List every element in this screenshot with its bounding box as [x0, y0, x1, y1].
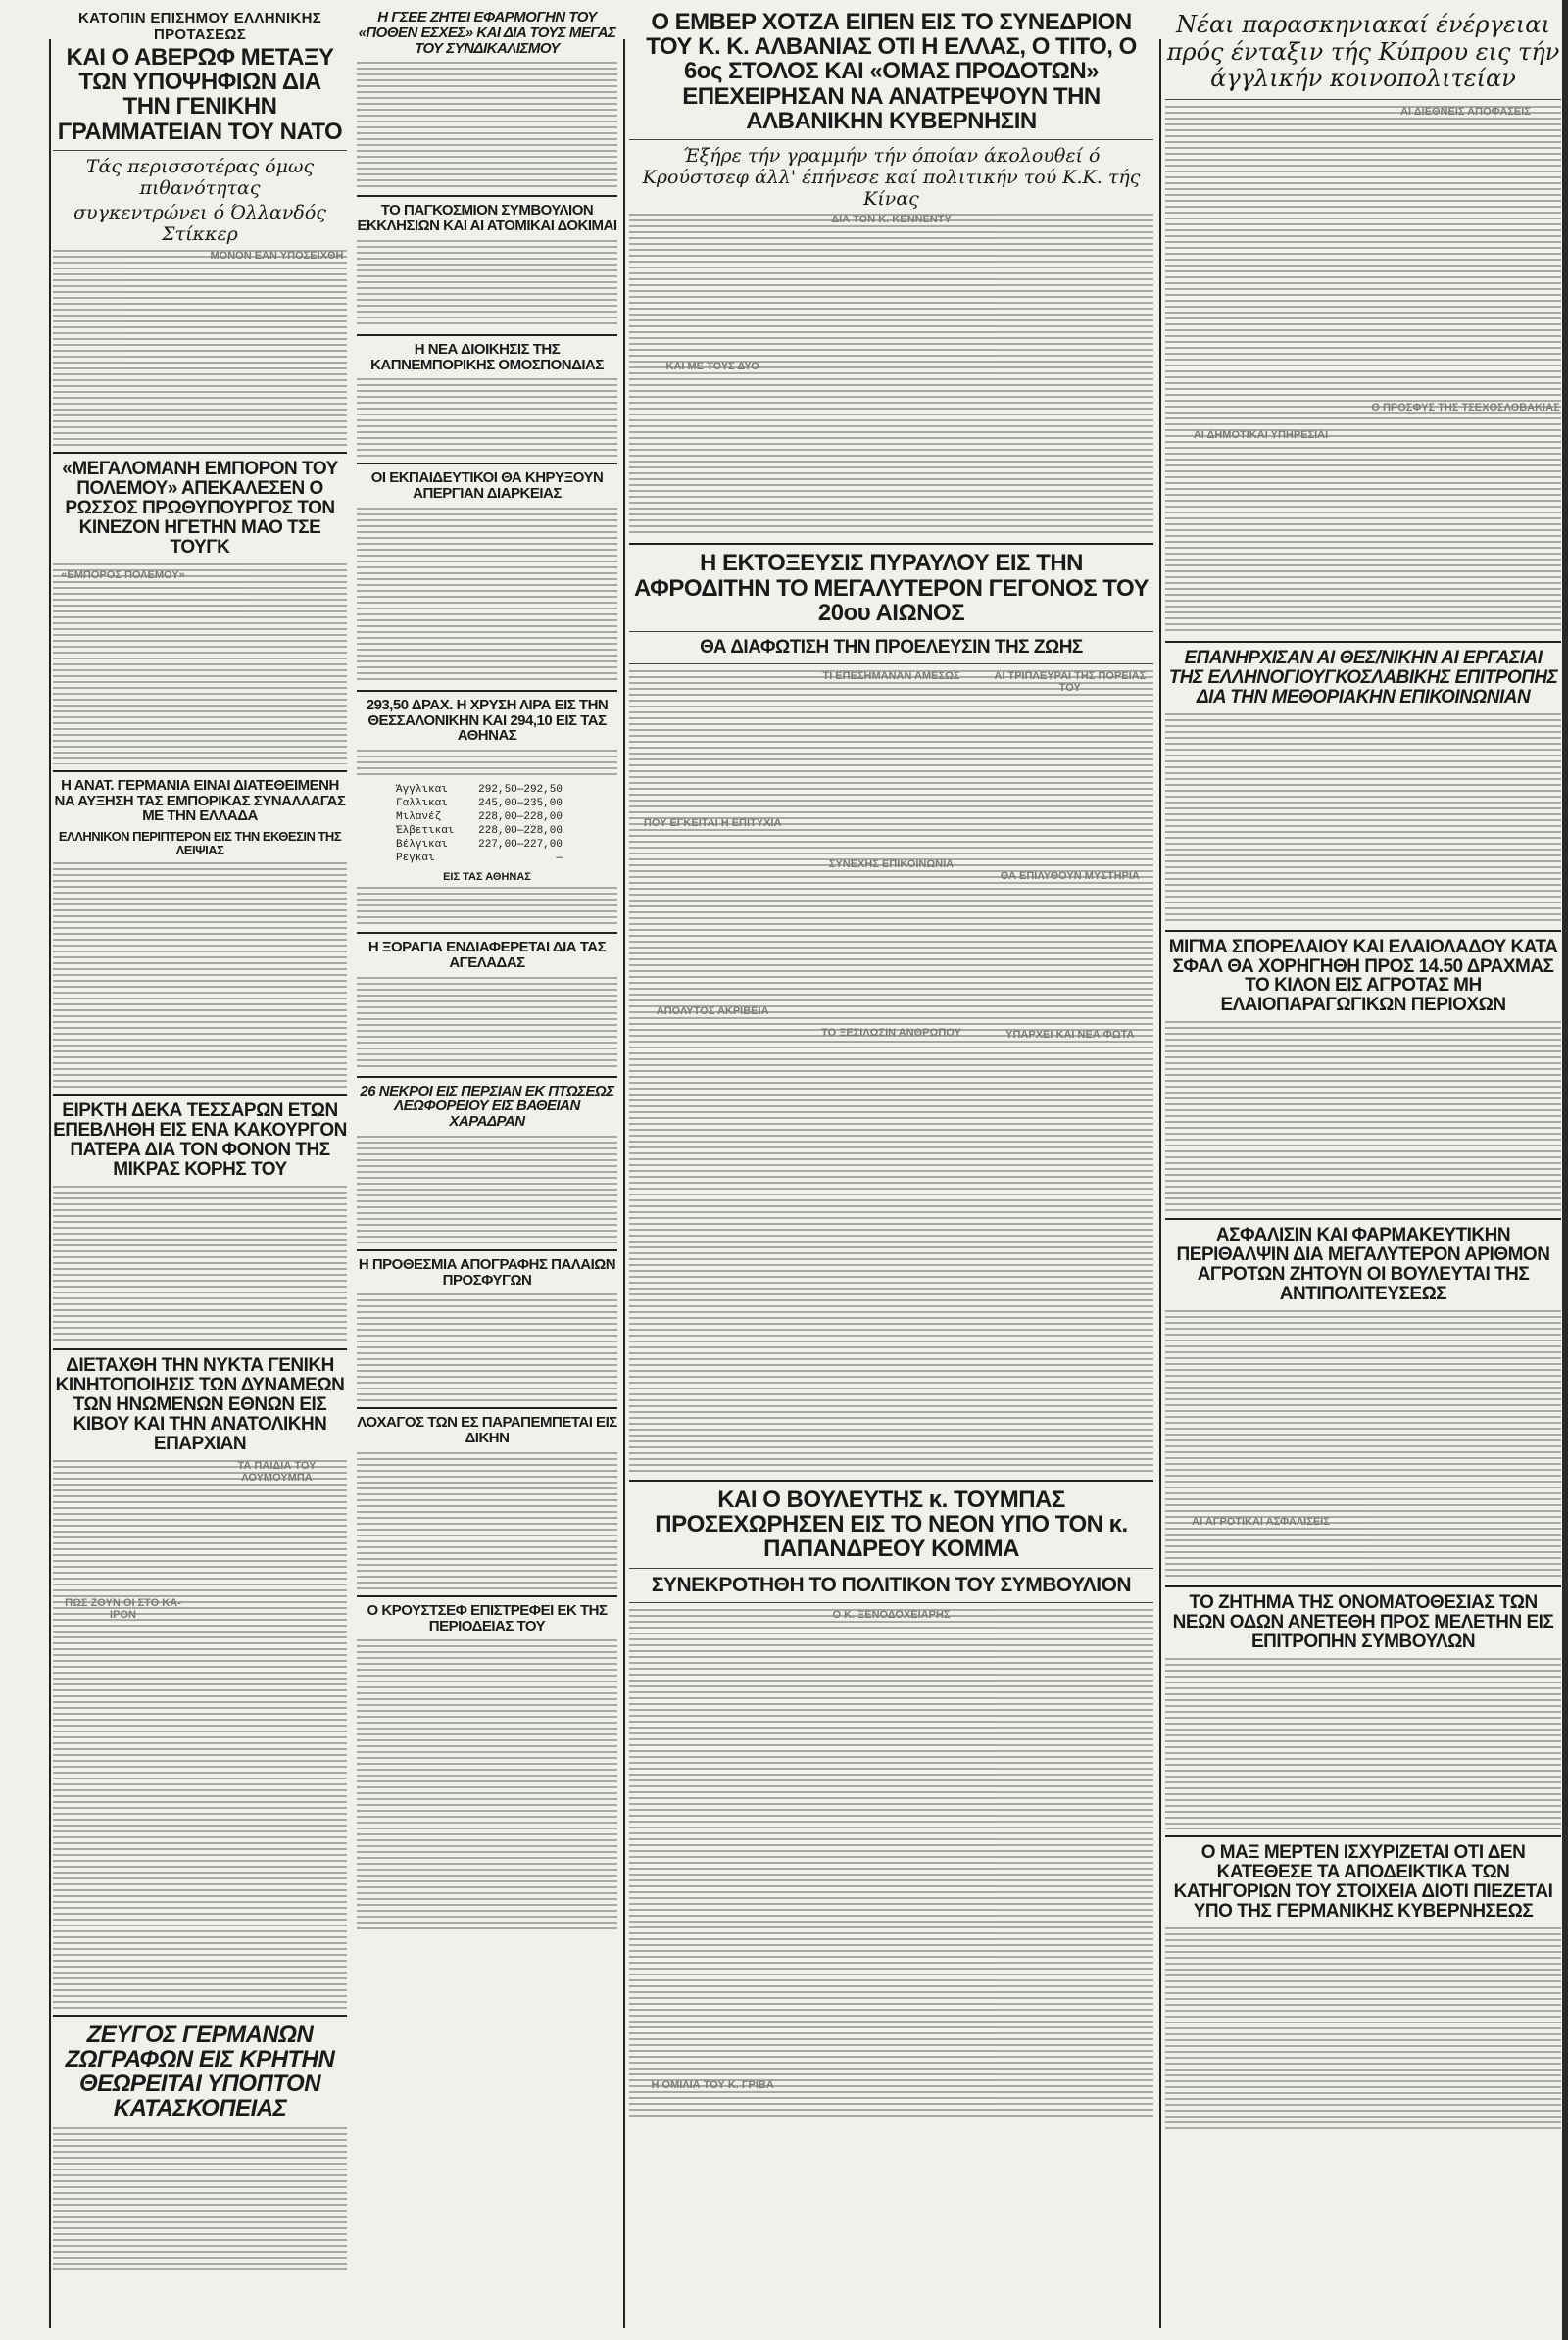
toumbas-headline: ΚΑΙ Ο ΒΟΥΛΕΥΤΗΣ κ. ΤΟΥΜΠΑΣ ΠΡΟΣΕΧΩΡΗΣΕΝ ΕΙΣ ΤΟ ΝΕΟΝ ΥΠΟ ΤΟΝ κ. ΠΑΠΑΝΔΡΕΟΥ ΚΟΜΜΑ [655, 1486, 1128, 1563]
teachers-strike-body [357, 508, 617, 684]
cows-headline: Η ΞΟΡΑΓΙΑ ΕΝΔΙΑΦΕΡΕΤΑΙ ΔΙΑ ΤΑΣ ΑΓΕΛΑΔΑΣ [368, 939, 607, 971]
venus-rocket-headline: Η ΕΚΤΟΞΕΥΣΙΣ ΠΥΡΑΥΛΟΥ ΕΙΣ ΤΗΝ ΑΦΡΟΔΙΤΗΝ ΤΟ ΜΕΓΑΛΥΤΕΡΟΝ ΓΕΓΟΝΟΣ ΤΟΥ 20ου ΑΙΩΝΟΣ [633, 550, 1150, 626]
seed-oil-body [1165, 1021, 1561, 1212]
cyprus-section-1: ΑΙ ΔΗΜΟΤΙΚΑΙ ΥΠΗΡΕΣΙΑΙ [1193, 428, 1329, 441]
teachers-strike-headline: ΟΙ ΕΚΠΑΙΔΕΥΤΙΚΟΙ ΘΑ ΚΗΡΥΞΟΥΝ ΑΠΕΡΓΙΑΝ ΔΙΑΡΚΕΙΑΣ [370, 469, 604, 502]
divider [357, 334, 617, 336]
column-4 [1165, 8, 1561, 2330]
divider [357, 1076, 617, 1078]
price-row: Έλβετικαι 228,00—228,00 [396, 825, 563, 837]
divider [1165, 641, 1561, 643]
khrushchev-returns-headline: Ο ΚΡΟΥΣΤΣΕΦ ΕΠΙΣΤΡΕΦΕΙ ΕΚ ΤΗΣ ΠΕΡΙΟΔΕΙΑΣ ΤΟΥ [367, 1601, 608, 1634]
divider [629, 663, 1153, 664]
un-mobilization-body [53, 1460, 347, 2009]
church-council-body [357, 240, 617, 328]
divider [629, 543, 1153, 545]
column-rule [623, 39, 625, 2328]
scan-edge [1562, 0, 1568, 2340]
enver-hoxha-headline: Ο ΕΜΒΕΡ ΧΟΤΖΑ ΕΙΠΕΝ ΕΙΣ ΤΟ ΣΥΝΕΔΡΙΟΝ ΤΟΥ Κ. Κ. ΑΛΒΑΝΙΑΣ ΟΤΙ Η ΕΛΛΑΣ, Ο ΤΙΤΟ, Ο 6ος ΣΤΟΛΟΣ ΚΑΙ «ΟΜΑΣ ΠΡΟΔΟΤΩΝ» ΕΠΕΧΕΙΡΗΣΑΝ ΝΑ ΑΝΑΤΡΕΨΟΥΝ ΤΗΝ ΑΛΒΑΝΙΚΗΝ ΚΥΒΕΡΝΗΣΙΝ [646, 9, 1137, 134]
hoteliers-section: Ο Κ. ΞΕΝΟΔΟΧΕΙΑΡΗΣ [832, 1608, 951, 1621]
price-row: Μιλανέζ 228,00—228,00 [396, 811, 563, 823]
cows-body [357, 977, 617, 1070]
divider [357, 195, 617, 197]
divider [53, 1094, 347, 1096]
refugees-deadline-body [357, 1293, 617, 1401]
venus-section-8: ΥΠΑΡΧΕΙ ΚΑΙ ΝΕΑ ΦΩΤΑ [1005, 1028, 1135, 1041]
venus-rocket-body [629, 670, 1153, 1474]
mao-section: «ΕΜΠΟΡΟΣ ΠΟΛΕΜΟΥ» [61, 568, 185, 581]
enver-hoxha-body [629, 214, 1153, 537]
farmers-insurance-body [1165, 1310, 1561, 1580]
venus-rocket-subheadline: ΘΑ ΔΙΑΦΩΤΙΣΗ ΤΗΝ ΠΡΟΕΛΕΥΣΙΝ ΤΗΣ ΖΩΗΣ [700, 637, 1083, 658]
gold-athens-section: ΕΙΣ ΤΑΣ ΑΘΗΝΑΣ [443, 871, 531, 883]
price-row: Ρεγκαι — [396, 853, 563, 864]
cyprus-commonwealth-body [1165, 106, 1561, 635]
persia-bus-headline: 26 ΝΕΚΡΟΙ ΕΙΣ ΠΕΡΣΙΑΝ ΕΚ ΠΤΩΣΕΩΣ ΛΕΩΦΟΡΕΙΟΥ ΕΙΣ ΒΑΘΕΙΑΝ ΧΑΡΑΔΡΑΝ [360, 1082, 614, 1130]
divider [357, 1595, 617, 1597]
mao-body [53, 563, 347, 764]
divider [357, 1249, 617, 1251]
divider [357, 932, 617, 934]
divider [629, 1480, 1153, 1482]
farmers-insurance-section: ΑΙ ΑΓΡΟΤΙΚΑΙ ΑΣΦΑΛΙΣΕΙΣ [1192, 1516, 1330, 1529]
khrushchev-returns-body [357, 1639, 617, 1933]
gold-sovereign-body [357, 750, 617, 779]
border-commission-headline: ΕΠΑΝΗΡΧΙΣΑΝ ΑΙ ΘΕΣ/ΝΙΚΗΝ ΑΙ ΕΡΓΑΣΙΑΙ ΤΗΣ ΕΛΛΗΝΟΓΙΟΥΓΚΟΣΛΑΒΙΚΗΣ ΕΠΙΤΡΟΠΗΣ ΔΙΑ ΤΗΝ ΜΕΘΟΡΙΑΚΗΝ ΕΠΙΚΟΙΝΩΝΙΑΝ [1168, 647, 1558, 707]
crete-painters-body [53, 2127, 347, 2274]
divider [1165, 99, 1561, 100]
tobacco-federation-headline: Η ΝΕΑ ΔΙΟΙΚΗΣΙΣ ΤΗΣ ΚΑΠΝΕΜΠΟΡΙΚΗΣ ΟΜΟΣΠΟΝΔΙΑΣ [370, 340, 604, 373]
grivas-section: Η ΟΜΙΛΙΑ ΤΟΥ Κ. ΓΡΙΒΑ [651, 2078, 774, 2091]
border-commission-body [1165, 713, 1561, 924]
column-2 [357, 8, 617, 2330]
venus-section-5: ΤΟ ΞΕΣΙΛΩΣΙΝ ΑΝΘΡΩΠΟΥ [821, 1026, 961, 1039]
divider [357, 463, 617, 464]
murder-sentence-body [53, 1186, 347, 1342]
ss-captain-body [357, 1452, 617, 1589]
lumumba-section: ΤΑ ΠΑΙΔΙΑ ΤΟΥ ΛΟΥΜΟΥΜΠΑ [237, 1459, 317, 1484]
divider [629, 139, 1153, 140]
tobacco-federation-body [357, 378, 617, 457]
murder-sentence-headline: ΕΙΡΚΤΗ ΔΕΚΑ ΤΕΣΣΑΡΩΝ ΕΤΩΝ ΕΠΕΒΛΗΘΗ ΕΙΣ ΕΝΑ ΚΑΚΟΥΡΓΟΝ ΠΑΤΕΡΑ ΔΙΑ ΤΟΝ ΦΟΝΟΝ ΤΗΣ ΜΙΚΡΑΣ ΚΟΡΗΣ ΤΟΥ [53, 1100, 347, 1181]
gold-athens-body [357, 887, 617, 926]
refugees-deadline-headline: Η ΠΡΟΘΕΣΜΙΑ ΑΠΟΓΡΑΦΗΣ ΠΑΛΑΙΩΝ ΠΡΟΣΦΥΓΩΝ [358, 1255, 616, 1289]
divider [53, 1348, 347, 1350]
venus-section-6: ΑΙ ΤΡΙΠΛΕΥΡΑΙ ΤΗΣ ΠΟΡΕΙΑΣ ΤΟΥ [994, 669, 1147, 694]
divider [629, 631, 1153, 632]
mao-headline: «ΜΕΓΑΛΟΜΑΝΗ ΕΜΠΟΡΟΝ ΤΟΥ ΠΟΛΕΜΟΥ» ΑΠΕΚΑΛΕΣΕΝ Ο ΡΩΣΣΟΣ ΠΡΩΘΥΠΟΥΡΓΟΣ ΤΟΝ ΚΙΝΕΖΟΝ ΗΓΕΤΗΝ ΜΑΟ ΤΣΕ ΤΟΥΓΚ [62, 459, 338, 558]
price-row: Γαλλικαι 245,00—235,00 [396, 798, 563, 809]
column-rule [1159, 39, 1161, 2328]
gold-sovereign-headline: 293,50 ΔΡΑΧ. Η ΧΡΥΣΗ ΛΙΡΑ ΕΙΣ ΤΗΝ ΘΕΣΣΑΛΟΝΙΚΗΝ ΚΑΙ 294,10 ΕΙΣ ΤΑΣ ΑΘΗΝΑΣ [366, 696, 609, 745]
cyprus-section-2: ΑΙ ΔΙΕΘΝΕΙΣ ΑΠΟΦΑΣΕΙΣ [1400, 105, 1531, 118]
divider [1165, 1835, 1561, 1837]
column-1 [53, 8, 347, 2330]
east-germany-subheadline: ΕΛΛΗΝΙΚΟΝ ΠΕΡΙΠΤΕΡΟΝ ΕΙΣ ΤΗΝ ΕΚΘΕΣΙΝ ΤΗΣ ΛΕΙΨΙΑΣ [58, 829, 342, 857]
averof-body [53, 250, 347, 446]
church-council-headline: ΤΟ ΠΑΓΚΟΣΜΙΟΝ ΣΥΜΒΟΥΛΙΟΝ ΕΚΚΛΗΣΙΩΝ ΚΑΙ ΑΙ ΑΤΟΜΙΚΑΙ ΔΟΚΙΜΑΙ [357, 202, 617, 234]
enver-section-2: ΔΙΑ ΤΟΝ Κ. ΚΕΝΝΕΝΤΥ [831, 214, 952, 226]
averof-subheadline-2: συγκεντρώνει ό Όλλανδός Στίκκερ [74, 202, 326, 246]
street-naming-body [1165, 1658, 1561, 1829]
farmers-insurance-headline: ΑΣΦΑΛΙΣΙΝ ΚΑΙ ΦΑΡΜΑΚΕΥΤΙΚΗΝ ΠΕΡΙΘΑΛΨΙΝ ΔΙΑ ΜΕΓΑΛΥΤΕΡΟΝ ΑΡΙΘΜΟΝ ΑΓΡΟΤΩΝ ΖΗΤΟΥΝ ΟΙ ΒΟΥΛΕΥΤΑΙ ΤΗΣ ΑΝΤΙΠΟΛΙΤΕΥΣΕΩΣ [1176, 1225, 1550, 1305]
divider [629, 1602, 1153, 1603]
column-3 [629, 8, 1153, 2330]
enver-hoxha-subheadline: Έξήρε τήν γραμμήν τήν όποίαν άκολουθεί ό Κρούστσεφ άλλ' έπήνεσε καί πολιτικήν τού Κ.Κ. τής Κίνας [642, 144, 1141, 210]
venus-section-2: ΑΠΟΛΥΤΟΣ ΑΚΡΙΒΕΙΑ [656, 1004, 769, 1017]
averof-nato-headline: ΚΑΙ Ο ΑΒΕΡΩΦ ΜΕΤΑΞΥ ΤΩΝ ΥΠΟΨΗΦΙΩΝ ΔΙΑ ΤΗΝ ΓΕΝΙΚΗΝ ΓΡΑΜΜΑΤΕΙΑΝ ΤΟΥ ΝΑΤΟ [57, 44, 343, 145]
price-row: Άγγλικαι 292,50—292,50 [396, 784, 563, 796]
max-merten-body [1165, 1927, 1561, 2133]
cairo-section: ΠΩΣ ΖΟΥΝ ΟΙ ΣΤΟ ΚΑ-ΙΡΟΝ [65, 1596, 181, 1621]
gsee-headline: Η ΓΣΕΕ ΖΗΤΕΙ ΕΦΑΡΜΟΓΗΝ ΤΟΥ «ΠΟΘΕΝ ΕΣΧΕΣ» ΚΑΙ ΔΙΑ ΤΟΥΣ ΜΕΓΑΣ ΤΟΥ ΣΥΝΔΙΚΑΛΙΣΜΟΥ [358, 9, 616, 57]
toumbas-subheadline: ΣΥΝΕΚΡΟΤΗΘΗ ΤΟ ΠΟΛΙΤΙΚΟΝ ΤΟΥ ΣΥΜΒΟΥΛΙΟΝ [651, 1573, 1132, 1596]
divider [53, 2015, 347, 2017]
persia-bus-body [357, 1136, 617, 1243]
enver-section-1: ΚΑΙ ΜΕ ΤΟΥΣ ΔΥΟ [665, 361, 760, 373]
crete-painters-headline: ΖΕΥΓΟΣ ΓΕΡΜΑΝΩΝ ΖΩΓΡΑΦΩΝ ΕΙΣ ΚΡΗΤΗΝ ΘΕΩΡΕΙΤΑΙ ΥΠΟΠΤΟΝ ΚΑΤΑΣΚΟΠΕΙΑΣ [65, 2021, 335, 2122]
divider [629, 1568, 1153, 1569]
street-naming-headline: ΤΟ ΖΗΤΗΜΑ ΤΗΣ ΟΝΟΜΑΤΟΘΕΣΙΑΣ ΤΩΝ ΝΕΩΝ ΟΔΩΝ ΑΝΕΤΕΘΗ ΠΡΟΣ ΜΕΛΕΤΗΝ ΕΙΣ ΕΠΙΤΡΟΠΗΝ ΣΥΜΒΟΥΛΩΝ [1172, 1592, 1554, 1652]
averof-section: ΜΟΝΟΝ ΕΑΝ ΥΠΟΣΕΙΧΘΗ [210, 250, 344, 263]
toumbas-body [629, 1609, 1153, 2119]
divider [53, 770, 347, 772]
cyprus-section-3: Ο ΠΡΟΣΦΥΣ ΤΗΣ ΤΣΕΧΟΣΛΟΒΑΚΙΑΣ [1371, 401, 1560, 414]
gold-price-table [396, 783, 563, 865]
east-germany-headline: Η ΑΝΑΤ. ΓΕΡΜΑΝΙΑ ΕΙΝΑΙ ΔΙΑΤΕΘΕΙΜΕΝΗ ΝΑ ΑΥΞΗΣΗ ΤΑΣ ΕΜΠΟΡΙΚΑΣ ΣΥΝΑΛΛΑΓΑΣ ΜΕ ΤΗΝ ΕΛΛΑΔΑ [54, 776, 346, 825]
divider [1165, 930, 1561, 932]
venus-section-1: ΠΟΥ ΕΓΚΕΙΤΑΙ Η ΕΠΙΤΥΧΙΑ [643, 816, 782, 829]
divider [1165, 1218, 1561, 1220]
cyprus-commonwealth-headline: Νέαι παρασκηνιακαί ένέργειαι πρός ένταξιν τής Κύπρου εις τήν άγγλικήν κοινοπολιτείαν [1166, 11, 1560, 93]
un-mobilization-headline: ΔΙΕΤΑΧΘΗ ΤΗΝ ΝΥΚΤΑ ΓΕΝΙΚΗ ΚΙΝΗΤΟΠΟΙΗΣΙΣ ΤΩΝ ΔΥΝΑΜΕΩΝ ΤΩΝ ΗΝΩΜΕΝΩΝ ΕΘΝΩΝ ΕΙΣ ΚΙΒΟΥ ΚΑΙ ΤΗΝ ΑΝΑΤΟΛΙΚΗΝ ΕΠΑΡΧΙΑΝ [55, 1355, 345, 1454]
gsee-body [357, 62, 617, 189]
divider [357, 690, 617, 692]
averof-subheadline-1: Τάς περισσοτέρας όμως πιθανότητας [85, 155, 315, 199]
max-merten-headline: Ο ΜΑΞ ΜΕΡΤΕΝ ΙΣΧΥΡΙΖΕΤΑΙ ΟΤΙ ΔΕΝ ΚΑΤΕΘΕΣΕ ΤΑ ΑΠΟΔΕΙΚΤΙΚΑ ΤΩΝ ΚΑΤΗΓΟΡΙΩΝ ΤΟΥ ΣΤΟΙΧΕΙΑ ΔΙΟΤΙ ΠΙΕΖΕΤΑΙ ΥΠΟ ΤΗΣ ΓΕΡΜΑΝΙΚΗΣ ΚΥΒΕΡΝΗΣΕΩΣ [1173, 1841, 1553, 1922]
seed-oil-headline: ΜΙΓΜΑ ΣΠΟΡΕΛΑΙΟΥ ΚΑΙ ΕΛΑΙΟΛΑΔΟΥ ΚΑΤΑ ΣΦΑΛ ΘΑ ΧΟΡΗΓΗΘΗ ΠΡΟΣ 14.50 ΔΡΑΧΜΑΣ ΤΟ ΚΙΛΟΝ ΕΙΣ ΑΓΡΟΤΑΣ ΜΗ ΕΛΑΙΟΠΑΡΑΓΩΓΙΚΩΝ ΠΕΡΙΟΧΩΝ [1168, 936, 1558, 1016]
east-germany-body [53, 862, 347, 1088]
col1-kicker: ΚΑΤΟΠΙΝ ΕΠΙΣΗΜΟΥ ΕΛΛΗΝΙΚΗΣ ΠΡΟΤΑΣΕΩΣ [77, 10, 322, 43]
divider [53, 452, 347, 454]
ss-captain-headline: ΛΟΧΑΓΟΣ ΤΩΝ ΕΣ ΠΑΡΑΠΕΜΠΕΤΑΙ ΕΙΣ ΔΙΚΗΝ [357, 1414, 617, 1446]
divider [53, 150, 347, 151]
column-rule [49, 39, 51, 2328]
divider [1165, 1585, 1561, 1587]
venus-section-3: ΤΙ ΕΠΕΣΗΜΑΝΑΝ ΑΜΕΣΩΣ [822, 669, 960, 682]
price-row: Βέλγικαι 227,00—227,00 [396, 839, 563, 851]
venus-section-7: ΘΑ ΕΠΙΛΥΘΟΥΝ ΜΥΣΤΗΡΙΑ [1000, 869, 1140, 882]
divider [357, 1407, 617, 1409]
venus-section-4: ΣΥΝΕΧΗΣ ΕΠΙΚΟΙΝΩΝΙΑ [828, 857, 955, 870]
